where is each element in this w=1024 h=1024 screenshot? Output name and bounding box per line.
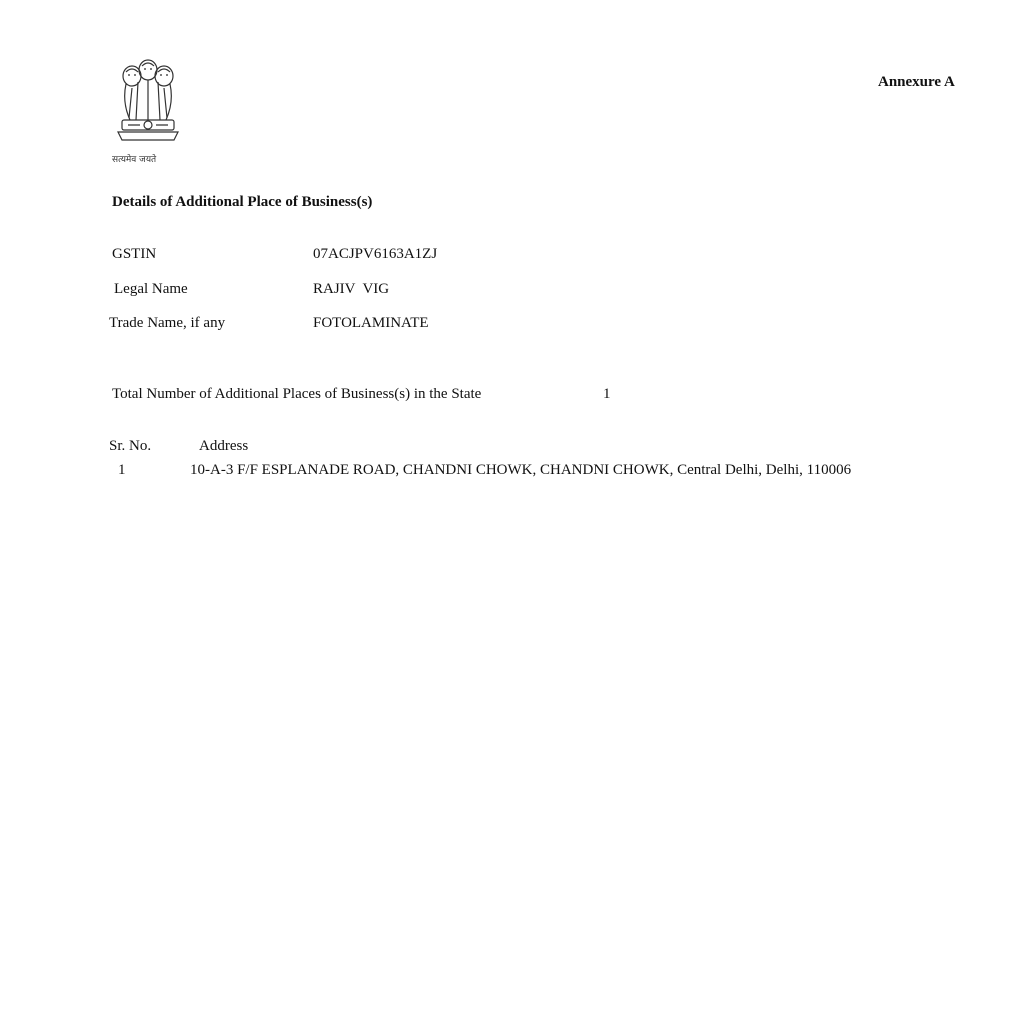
total-places-label: Total Number of Additional Places of Business(s) in the State	[112, 386, 482, 402]
trade-name-value: FOTOLAMINATE	[313, 315, 429, 331]
sr-no-header: Sr. No.	[109, 438, 152, 454]
gstin-value: 07ACJPV6163A1ZJ	[313, 246, 438, 262]
annexure-label: Annexure A	[878, 74, 955, 90]
total-places-value: 1	[603, 386, 611, 402]
row-sr-no: 1	[118, 462, 126, 478]
emblem-motto: सत्यमेव जयते	[112, 155, 157, 165]
section-title: Details of Additional Place of Business(s)	[112, 194, 373, 210]
row-address: 10-A-3 F/F ESPLANADE ROAD, CHANDNI CHOWK, CHANDNI CHOWK, Central Delhi, Delhi, 110006	[190, 462, 852, 478]
gstin-label: GSTIN	[112, 246, 157, 262]
national-emblem-icon	[112, 54, 184, 168]
legal-name-label: Legal Name	[114, 281, 188, 297]
legal-name-value: RAJIV VIG	[313, 281, 390, 297]
trade-name-label: Trade Name, if any	[109, 315, 226, 331]
address-header: Address	[199, 438, 249, 454]
